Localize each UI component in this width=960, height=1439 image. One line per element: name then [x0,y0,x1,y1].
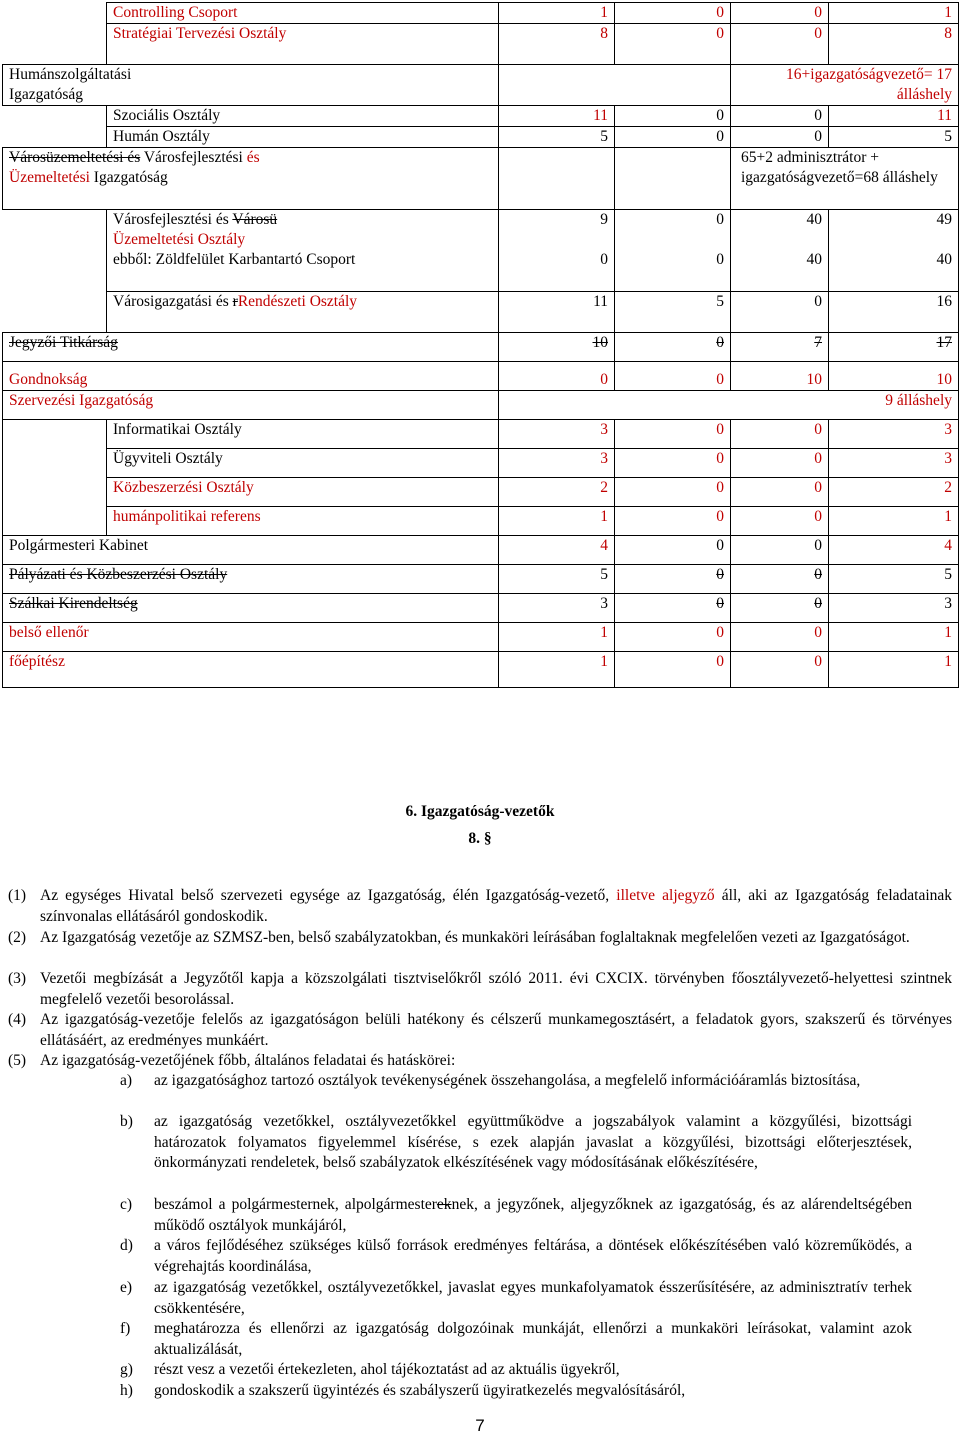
cell-value: 4 [499,536,615,565]
cell-value: 10 [829,362,959,391]
cell-value: 10 [731,362,829,391]
cell-value: 5 [499,127,615,148]
list-item: c) beszámol a polgármesternek, alpolgármestereknek, a jegyzőnek, aljegyzőknek az igazgatóság, és az alárendeltségében működő osztályok munkájáról, [120,1196,913,1234]
cell-value: 0 [731,652,829,688]
cell-value: 4 [829,536,959,565]
table-row [3,3,959,24]
cell-value: 0 [731,24,829,65]
table-row [3,623,959,652]
cell-value: 0 [615,623,731,652]
list-item: b) az igazgatóság vezetőkkel, osztályvezetőkkel együttműködve a jogszabályok valamint a közgyűlési, bizottsági határozatok folyamatos figyelemmel kísérése, s ezek alapján javaslat a közgyűlési, bizottsági előterjesztések, önkormányzati rendeletek, belső szabályzatok elkészítésének vagy módosításának előkészítésére, [120,1113,912,1171]
row-label: főépítész [3,652,499,688]
cell-value: 0 [615,449,731,478]
cell-value: 1 [829,3,959,24]
cell-value: 1 [499,3,615,24]
cell-value: 7 [731,333,829,362]
cell-value: 11 [499,292,615,333]
table-row [3,106,959,127]
cell-value: 3 [499,594,615,623]
cell-value: 0 [615,106,731,127]
list-item: e) az igazgatóság vezetőkkel, osztályvezetőkkel, javaslat egyes munkafolyamatok ésszerűsítésére, az adminisztratív terhek csökkentésére, [120,1279,912,1317]
cell-value: 9 0 [499,210,615,292]
table-row [3,210,959,292]
page-number: 7 [475,1416,485,1435]
cell-value: 1 [829,652,959,688]
table-row [3,536,959,565]
cell-value: 0 [731,449,829,478]
cell-value: 5 [615,292,731,333]
cell-value: 0 [615,333,731,362]
cell-value: 0 [615,420,731,449]
cell-value: 0 [615,507,731,536]
cell-value: 10 [499,333,615,362]
table-row [3,333,959,362]
row-label: Pályázati és Közbeszerzési Osztály [3,565,499,594]
cell-value: 1 [499,623,615,652]
cell-value: 17 [829,333,959,362]
cell-value: 5 [829,127,959,148]
cell-value: 3 [499,449,615,478]
table-row [3,565,959,594]
cell-value: 0 [615,3,731,24]
paragraph: (5) Az igazgatóság-vezetőjének főbb, általános feladatai és hatáskörei: [8,1052,456,1069]
cell-value: 1 [829,507,959,536]
cell-value: 0 [731,106,829,127]
cell-value: 40 40 [731,210,829,292]
cell-value: 1 [829,623,959,652]
table-row [3,362,959,391]
row-label: Szociális Osztály [107,106,499,127]
cell-value: 2 [499,478,615,507]
cell-value: 1 [499,507,615,536]
list-item: a) az igazgatósághoz tartozó osztályok tevékenységének összehangolása, a megfelelő információáramlás biztosítása, [120,1072,861,1089]
table-row [3,65,959,106]
cell-value: 0 [731,127,829,148]
paragraph: (3) Vezetői megbízását a Jegyzőtől kapja a közszolgálati tisztviselőkről szóló 2011. évi CXCIX. törvényben főosztályvezető-helyettesi szintnek megfelelő vezetői besorolással. [8,970,952,1008]
cell-value: 0 0 [615,210,731,292]
cell-value: 3 [829,420,959,449]
table-row [3,420,959,449]
cell-value: 8 [829,24,959,65]
cell-value: 5 [829,565,959,594]
row-label: Controlling Csoport [107,3,499,24]
table-row [3,507,959,536]
cell-value: 0 [615,478,731,507]
paragraph: (1) Az egységes Hivatal belső szervezeti egysége az Igazgatóság, élén Igazgatóság-vezető, illetve aljegyző áll, aki az Igazgatóság feladatainak színvonalas ellátásáról gondoskodik. [8,887,953,925]
blank-cell [499,391,829,420]
group-note: 65+2 adminisztrátor + igazgatóságvezető=68 álláshely [731,148,959,210]
list-item: f) meghatározza és ellenőrzi az igazgatóság dolgozóinak munkáját, ellenőrzi a munkaköri leírásokat, valamint azok aktualizálását, [120,1320,912,1358]
cell-value: 0 [615,652,731,688]
cell-value: 1 [499,652,615,688]
table-row [3,449,959,478]
row-label: Humán Osztály [107,127,499,148]
group-label: Humánszolgáltatási Igazgatóság [3,65,499,106]
list-item: h) gondoskodik a szakszerű ügyintézés és szabályszerű ügyiratkezelés megvalósításáról, [120,1382,686,1399]
cell-value: 0 [731,292,829,333]
cell-value: 0 [731,594,829,623]
cell-value: 0 [731,478,829,507]
staffing-table [2,2,959,688]
blank-cell [3,106,107,148]
paragraph-sign: 8. § [468,830,492,847]
table-row [3,478,959,507]
list-item: g) részt vesz a vezetői értekezleten, ahol tájékoztatást ad az aktuális ügyekről, [120,1361,620,1378]
table-row [3,127,959,148]
cell-value: 0 [731,507,829,536]
paragraph: (4) Az igazgatóság-vezetője felelős az igazgatóságon belüli hatékony és célszerű munkamegosztásért, a feladatok gyors, szakszerű és törvényes ellátásáért, az eredményes munkáért. [8,1011,952,1049]
row-label: Ügyviteli Osztály [107,449,499,478]
cell-value: 0 [731,536,829,565]
cell-value: 0 [731,565,829,594]
cell-value: 0 [615,127,731,148]
blank-cell [3,420,107,536]
blank-cell [615,148,731,210]
cell-value: 0 [615,362,731,391]
table-row [3,391,959,420]
table-row [3,24,959,65]
blank-cell [499,148,615,210]
row-label: Polgármesteri Kabinet [3,536,499,565]
cell-value: 11 [499,106,615,127]
row-label: Jegyzői Titkárság [3,333,499,362]
table-row [3,652,959,688]
paragraph: (2) Az Igazgatóság vezetője az SZMSZ-ben, belső szabályzatokban, és munkaköri leírásában foglaltaknak megfelelően vezeti az Igazgatóságot. [8,929,910,946]
row-label: Szálkai Kirendeltség [3,594,499,623]
table-row [3,292,959,333]
cell-value: 11 [829,106,959,127]
cell-value: 0 [731,420,829,449]
blank-cell [3,3,107,65]
cell-value: 0 [615,24,731,65]
group-note: 16+igazgatóságvezető= 17 álláshely [731,65,959,106]
cell-value: 0 [499,362,615,391]
group-label: Városüzemeltetési és Városfejlesztési és Üzemeltetési Igazgatóság [3,148,499,210]
blank-cell [3,210,107,333]
blank-cell [499,65,731,106]
cell-value: 16 [829,292,959,333]
row-label: Stratégiai Tervezési Osztály [107,24,499,65]
cell-value: 3 [829,449,959,478]
row-label: Városigazgatási és rRendészeti Osztály [107,292,499,333]
row-label: Közbeszerzési Osztály [107,478,499,507]
list-item: d) a város fejlődéséhez szükséges külső források eredményes feltárása, a döntések előkészítésében való közreműködés, a végrehajtás koordinálása, [120,1237,912,1275]
cell-value: 2 [829,478,959,507]
cell-value: 0 [731,3,829,24]
table-row [3,148,959,210]
cell-value: 3 [829,594,959,623]
cell-value: 3 [499,420,615,449]
table-row [3,594,959,623]
group-note: 9 álláshely [829,391,959,420]
row-label: humánpolitikai referens [107,507,499,536]
cell-value: 0 [615,594,731,623]
cell-value: 5 [499,565,615,594]
row-label: belső ellenőr [3,623,499,652]
row-label: Informatikai Osztály [107,420,499,449]
row-label: Városfejlesztési és Városü Üzemeltetési Osztály ebből: Zöldfelület Karbantartó Csoport [107,210,499,292]
cell-value: 49 40 [829,210,959,292]
cell-value: 8 [499,24,615,65]
cell-value: 0 [615,536,731,565]
row-label: Gondnokság [3,362,499,391]
section-title: 6. Igazgatóság-vezetők [405,803,555,820]
group-label: Szervezési Igazgatóság [3,391,499,420]
cell-value: 0 [731,623,829,652]
cell-value: 0 [615,565,731,594]
